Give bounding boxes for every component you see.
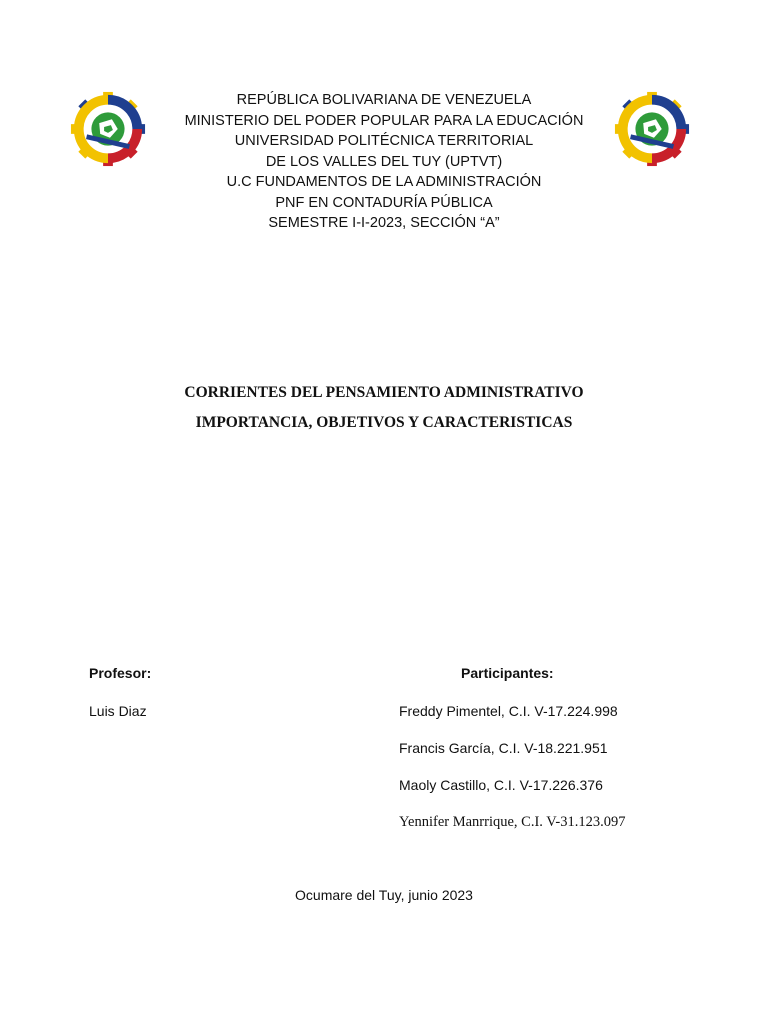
header-line-program: PNF EN CONTADURÍA PÚBLICA [275,194,493,211]
header-line-semester: SEMESTRE I-I-2023, SECCIÓN “A” [268,215,500,231]
header-line-republic: REPÚBLICA BOLIVARIANA DE VENEZUELA [236,92,532,108]
document-title: CORRIENTES DEL PENSAMIENTO ADMINISTRATIVO [184,384,584,401]
participant-item: Francis García, C.I. V-18.221.951 [399,740,608,756]
header-line-university: UNIVERSIDAD POLITÉCNICA TERRITORIAL [234,133,534,149]
header-line-ministry: MINISTERIO DEL PODER POPULAR PARA LA EDUCACIÓN [184,112,584,129]
header-line-course: U.C FUNDAMENTOS DE LA ADMINISTRACIÓN [226,174,542,190]
profesor-label: Profesor: [89,665,152,681]
institution-header [0,90,768,234]
document-subtitle: IMPORTANCIA, OBJETIVOS Y CARACTERISTICAS [195,414,573,431]
participant-item: Freddy Pimentel, C.I. V-17.224.998 [399,703,618,719]
participant-item: Yennifer Manrrique, C.I. V-31.123.097 [399,814,626,830]
header-line-university-acronym: DE LOS VALLES DEL TUY (UPTVT) [265,153,503,170]
participantes-label: Participantes: [461,665,554,681]
place-date: Ocumare del Tuy, junio 2023 [295,887,473,903]
profesor-name: Luis Diaz [89,703,147,719]
participant-item: Maoly Castillo, C.I. V-17.226.376 [399,777,603,793]
